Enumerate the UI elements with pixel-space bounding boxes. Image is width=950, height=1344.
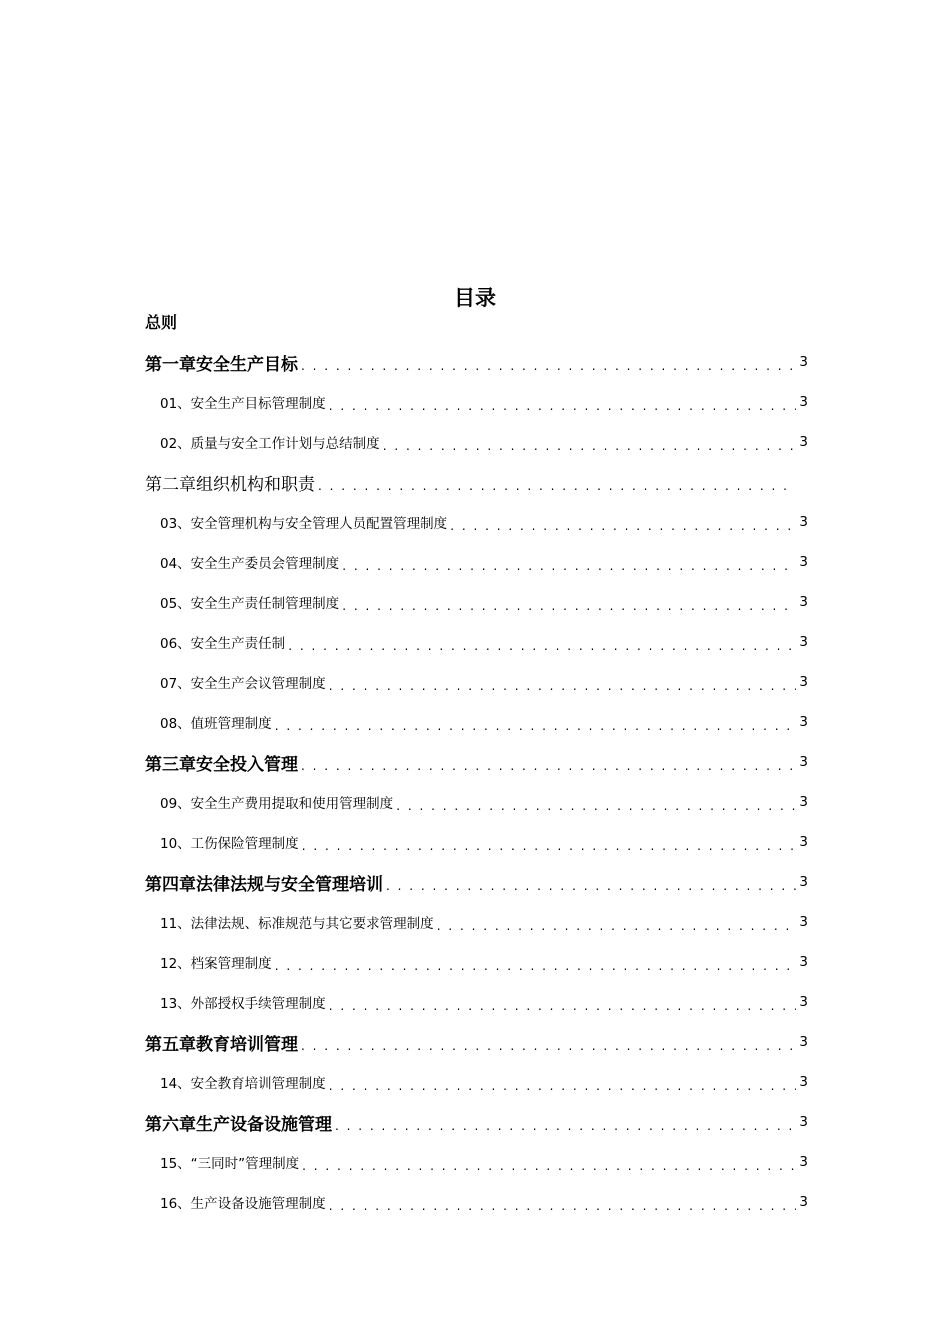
toc-entry-title: 第一章安全生产目标 bbox=[145, 354, 298, 375]
dot-leader bbox=[301, 1040, 796, 1062]
toc-section-entry[interactable] bbox=[0, 1062, 808, 1102]
toc-page-number: 3 bbox=[799, 434, 808, 450]
toc-page-number: 3 bbox=[799, 394, 808, 410]
toc-entry-title: 16、生产设备设施管理制度 bbox=[160, 1196, 326, 1212]
toc-page-number: 3 bbox=[799, 514, 808, 530]
toc-entry-title: 第四章法律法规与安全管理培训 bbox=[145, 874, 383, 895]
toc-page-number: 3 bbox=[799, 354, 808, 370]
dot-leader bbox=[302, 840, 796, 862]
toc-entry-title: 11、法律法规、标准规范与其它要求管理制度 bbox=[160, 916, 434, 932]
toc-chapter-entry[interactable] bbox=[0, 342, 808, 382]
toc-page-number: 3 bbox=[799, 1114, 808, 1130]
toc-entry-title: 02、质量与安全工作计划与总结制度 bbox=[160, 436, 380, 452]
toc-entry-title: 14、安全教育培训管理制度 bbox=[160, 1076, 326, 1092]
toc-page-number: 3 bbox=[799, 794, 808, 810]
toc-page-number: 3 bbox=[799, 954, 808, 970]
toc-section-entry[interactable] bbox=[0, 502, 808, 542]
toc-page-number: 3 bbox=[799, 994, 808, 1010]
toc-page-number: 3 bbox=[799, 1194, 808, 1210]
dot-leader bbox=[301, 360, 796, 382]
toc-section-entry[interactable] bbox=[0, 662, 808, 702]
toc-entry-title: 06、安全生产责任制 bbox=[160, 636, 286, 652]
toc-entry-title: 05、安全生产责任制管理制度 bbox=[160, 596, 340, 612]
toc-entry-title: 03、安全管理机构与安全管理人员配置管理制度 bbox=[160, 516, 448, 532]
toc-section-entry[interactable] bbox=[0, 542, 808, 582]
toc-page-number: 3 bbox=[799, 634, 808, 650]
toc-chapter-entry[interactable] bbox=[0, 862, 808, 902]
toc-chapter-entry[interactable] bbox=[0, 742, 808, 782]
toc-entry-title: 第二章组织机构和职责 bbox=[145, 474, 315, 495]
dot-leader bbox=[386, 880, 796, 902]
toc-page-number: 3 bbox=[799, 594, 808, 610]
dot-leader bbox=[288, 640, 796, 662]
toc-section-entry[interactable] bbox=[0, 422, 808, 462]
toc-section-entry[interactable] bbox=[0, 702, 808, 742]
dot-leader bbox=[437, 920, 796, 942]
toc-chapter-entry[interactable] bbox=[0, 1102, 808, 1142]
toc-page-number: 3 bbox=[799, 554, 808, 570]
toc-title: 目录 bbox=[454, 286, 496, 310]
toc-entry-title: 15、“三同时”管理制度 bbox=[160, 1156, 300, 1172]
toc-page-number: 3 bbox=[799, 914, 808, 930]
dot-leader bbox=[450, 520, 796, 542]
dot-leader bbox=[329, 1000, 796, 1022]
dot-leader bbox=[275, 960, 796, 982]
dot-leader bbox=[329, 680, 796, 702]
table-of-contents bbox=[0, 342, 950, 1222]
toc-entry-title: 第六章生产设备设施管理 bbox=[145, 1114, 332, 1135]
dot-leader bbox=[342, 560, 796, 582]
toc-section-entry[interactable] bbox=[0, 822, 808, 862]
toc-entry-title: 第三章安全投入管理 bbox=[145, 754, 298, 775]
toc-section-entry[interactable] bbox=[0, 582, 808, 622]
dot-leader bbox=[318, 480, 796, 502]
toc-entry-title: 10、工伤保险管理制度 bbox=[160, 836, 299, 852]
toc-entry-title: 13、外部授权手续管理制度 bbox=[160, 996, 326, 1012]
toc-entry-title: 12、档案管理制度 bbox=[160, 956, 272, 972]
dot-leader bbox=[302, 1160, 796, 1182]
toc-page-number: 3 bbox=[799, 714, 808, 730]
toc-page-number: 3 bbox=[799, 1154, 808, 1170]
toc-intro-heading[interactable]: 总则 bbox=[145, 313, 178, 332]
dot-leader bbox=[329, 1200, 796, 1222]
toc-section-entry[interactable] bbox=[0, 382, 808, 422]
toc-chapter-entry[interactable] bbox=[0, 462, 808, 502]
toc-entry-title: 04、安全生产委员会管理制度 bbox=[160, 556, 340, 572]
dot-leader bbox=[301, 760, 796, 782]
toc-section-entry[interactable] bbox=[0, 902, 808, 942]
dot-leader bbox=[396, 800, 796, 822]
toc-section-entry[interactable] bbox=[0, 982, 808, 1022]
toc-page-number: 3 bbox=[799, 674, 808, 690]
toc-page-number: 3 bbox=[799, 874, 808, 890]
toc-section-entry[interactable] bbox=[0, 1142, 808, 1182]
toc-page-number: 3 bbox=[799, 1074, 808, 1090]
toc-section-entry[interactable] bbox=[0, 622, 808, 662]
toc-entry-title: 第五章教育培训管理 bbox=[145, 1034, 298, 1055]
toc-chapter-entry[interactable] bbox=[0, 1022, 808, 1062]
toc-entry-title: 07、安全生产会议管理制度 bbox=[160, 676, 326, 692]
toc-page-number: 3 bbox=[799, 834, 808, 850]
dot-leader bbox=[342, 600, 796, 622]
toc-page-number: 3 bbox=[799, 754, 808, 770]
toc-entry-title: 01、安全生产目标管理制度 bbox=[160, 396, 326, 412]
dot-leader bbox=[383, 440, 796, 462]
dot-leader bbox=[329, 1080, 796, 1102]
toc-section-entry[interactable] bbox=[0, 1182, 808, 1222]
dot-leader bbox=[275, 720, 796, 742]
toc-page-number: 3 bbox=[799, 1034, 808, 1050]
toc-section-entry[interactable] bbox=[0, 942, 808, 982]
dot-leader bbox=[329, 400, 796, 422]
toc-entry-title: 09、安全生产费用提取和使用管理制度 bbox=[160, 796, 394, 812]
dot-leader bbox=[335, 1120, 796, 1142]
toc-entry-title: 08、值班管理制度 bbox=[160, 716, 272, 732]
toc-section-entry[interactable] bbox=[0, 782, 808, 822]
